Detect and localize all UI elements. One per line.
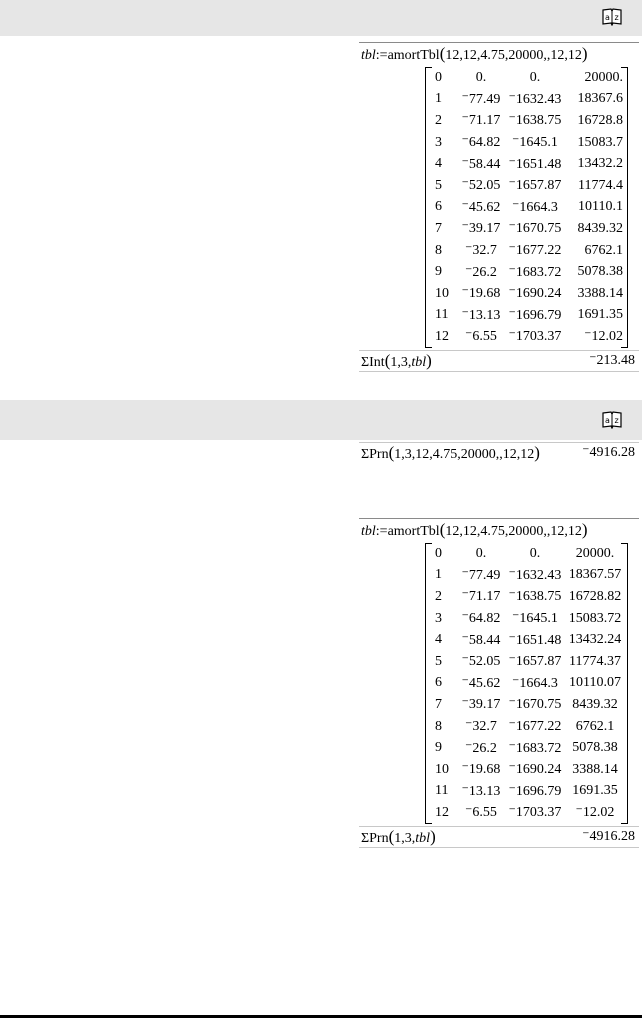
amortization-matrix (425, 543, 628, 824)
matrix-cell: 11 (435, 783, 449, 799)
matrix-row (433, 305, 625, 327)
matrix-cell: 10110.07 (569, 675, 621, 691)
matrix-row (433, 283, 625, 305)
calculator-entry-1 (359, 42, 639, 372)
matrix-cell: 3 (435, 134, 442, 150)
matrix-row (433, 673, 625, 695)
matrix-cell: ⁻39.17 (461, 221, 501, 237)
matrix-cell: ⁻1677.22 (508, 719, 562, 735)
matrix-cell: 5 (435, 177, 442, 193)
amorttbl-command: tbl:=amortTbl(12,12,4.75,20000,,12,12) (361, 520, 588, 539)
matrix-cell: 12 (435, 328, 449, 344)
matrix-cell: ⁻26.2 (465, 740, 497, 756)
matrix-cell: ⁻1651.48 (508, 156, 562, 172)
matrix-row (433, 629, 625, 651)
matrix-cell: 10 (435, 761, 449, 777)
sum-principal-line (359, 827, 639, 847)
matrix-cell: 8439.32 (577, 220, 623, 236)
matrix-row (433, 651, 625, 673)
sum-result: ⁻213.48 (589, 352, 635, 368)
matrix-row (433, 240, 625, 262)
sum-expression: ΣPrn(1,3,12,4.75,20000,,12,12) (361, 443, 540, 462)
matrix-cell: 1691.35 (577, 307, 623, 323)
matrix-cell: ⁻45.62 (461, 199, 501, 215)
matrix-row (433, 261, 625, 283)
matrix-cell: ⁻52.05 (461, 178, 501, 194)
matrix-cell: ⁻64.82 (461, 611, 501, 627)
matrix-cell: 20000. (575, 545, 615, 561)
matrix-row (433, 197, 625, 219)
matrix-cell: ⁻1651.48 (508, 632, 562, 648)
matrix-cell: 8 (435, 242, 442, 258)
matrix-cell: 10110.1 (578, 199, 623, 215)
matrix-cell: 0. (475, 69, 487, 85)
matrix-cell: ⁻1664.3 (512, 199, 558, 215)
matrix-cell: 18367.57 (568, 567, 622, 583)
matrix-left-bracket (425, 67, 432, 348)
matrix-cell: 1 (435, 91, 442, 107)
matrix-cell: ⁻71.17 (461, 113, 501, 129)
matrix-cell: 7 (435, 696, 442, 712)
matrix-cell: 6762.1 (584, 242, 623, 258)
matrix-cell: ⁻64.82 (461, 135, 501, 151)
matrix-row (433, 67, 625, 89)
var-name: tbl (361, 524, 376, 539)
matrix-cell: ⁻1690.24 (508, 762, 562, 778)
matrix-cell: 0. (529, 69, 541, 85)
matrix-row (433, 218, 625, 240)
matrix-row (433, 586, 625, 608)
matrix-cell: 15083.7 (577, 134, 623, 150)
matrix-right-bracket (621, 543, 628, 824)
matrix-cell: ⁻1677.22 (508, 243, 562, 259)
matrix-cell: 3 (435, 610, 442, 626)
matrix-cell: ⁻45.62 (461, 675, 501, 691)
matrix-cell: ⁻12.02 (575, 805, 615, 821)
matrix-row (433, 694, 625, 716)
matrix-cell: 8 (435, 718, 442, 734)
matrix-cell: ⁻13.13 (461, 783, 501, 799)
section-header-band (0, 400, 642, 440)
matrix-cell: ⁻1670.75 (508, 697, 562, 713)
matrix-cell: ⁻32.7 (465, 243, 497, 259)
assign-op: := (375, 524, 388, 539)
calculator-entry-3 (359, 518, 639, 848)
function-args: 12,12,4.75,20000,,12,12 (445, 48, 582, 63)
svg-text:a: a (605, 13, 610, 22)
matrix-row (433, 326, 625, 348)
matrix-cell: ⁻1638.75 (508, 589, 562, 605)
matrix-cell: 4 (435, 632, 442, 648)
matrix-cell: 13432.24 (568, 632, 622, 648)
matrix-cell: 0 (435, 69, 442, 85)
svg-text:z: z (614, 13, 619, 22)
svg-text:z: z (614, 416, 619, 425)
sum-expression: ΣPrn(1,3,tbl) (361, 826, 436, 846)
matrix-cell: ⁻12.02 (584, 329, 623, 345)
matrix-cell: ⁻1696.79 (508, 307, 562, 323)
sum-result: ⁻4916.28 (582, 445, 635, 460)
page-bottom-rule (0, 1015, 642, 1018)
matrix-right-bracket (621, 67, 628, 348)
matrix-cell: ⁻1657.87 (508, 178, 562, 194)
matrix-cell: 1691.35 (572, 783, 618, 799)
matrix-cell: 13432.2 (577, 156, 623, 172)
matrix-cell: ⁻1632.43 (508, 91, 562, 107)
matrix-cell: 20000. (584, 69, 623, 85)
matrix-row (433, 132, 625, 154)
matrix-cell: 10 (435, 285, 449, 301)
matrix-cell: ⁻71.17 (461, 589, 501, 605)
matrix-row (433, 543, 625, 565)
section-header-band (0, 0, 642, 36)
matrix-cell: 11 (435, 307, 449, 323)
matrix-cell: 5078.38 (577, 264, 623, 280)
matrix-cell: ⁻1632.43 (508, 567, 562, 583)
matrix-row (433, 89, 625, 111)
matrix-table (433, 543, 625, 824)
var-name: tbl (361, 48, 376, 63)
matrix-cell: ⁻1664.3 (512, 675, 558, 691)
matrix-cell: ⁻77.49 (461, 91, 501, 107)
matrix-cell: 5078.38 (572, 740, 618, 756)
matrix-cell: 9 (435, 740, 442, 756)
matrix-cell: ⁻1690.24 (508, 286, 562, 302)
matrix-cell: 0. (529, 545, 541, 561)
amortization-matrix (425, 67, 628, 348)
matrix-cell: ⁻1683.72 (508, 740, 562, 756)
matrix-row (433, 781, 625, 803)
matrix-cell: ⁻1670.75 (508, 221, 562, 237)
calculator-entry-2 (359, 442, 639, 463)
function-args: 12,12,4.75,20000,,12,12 (445, 524, 582, 539)
matrix-cell: 2 (435, 588, 442, 604)
matrix-cell: 1 (435, 567, 442, 583)
matrix-cell: ⁻1683.72 (508, 264, 562, 280)
matrix-cell: ⁻1703.37 (508, 329, 562, 345)
matrix-row (433, 153, 625, 175)
matrix-cell: ⁻1645.1 (512, 611, 558, 627)
matrix-cell: ⁻1645.1 (512, 135, 558, 151)
matrix-cell: ⁻1696.79 (508, 783, 562, 799)
sum-interest-line (359, 351, 639, 371)
matrix-cell: ⁻19.68 (461, 762, 501, 778)
sum-result: ⁻4916.28 (582, 828, 635, 844)
matrix-cell: ⁻1703.37 (508, 805, 562, 821)
matrix-cell: ⁻58.44 (461, 156, 501, 172)
matrix-cell: 12 (435, 804, 449, 820)
matrix-cell: ⁻52.05 (461, 654, 501, 670)
svg-text:a: a (605, 416, 610, 425)
matrix-row (433, 802, 625, 824)
sum-principal-line (359, 443, 639, 463)
matrix-cell: 7 (435, 220, 442, 236)
matrix-cell: ⁻32.7 (465, 719, 497, 735)
assign-op: := (375, 48, 388, 63)
matrix-cell: ⁻58.44 (461, 632, 501, 648)
matrix-row (433, 110, 625, 132)
matrix-cell: 0. (475, 545, 487, 561)
matrix-cell: 3388.14 (577, 285, 623, 301)
matrix-row (433, 737, 625, 759)
matrix-row (433, 175, 625, 197)
matrix-cell: 11774.4 (578, 177, 623, 193)
matrix-row (433, 565, 625, 587)
matrix-cell: 18367.6 (577, 91, 623, 107)
function-name: amortTbl (387, 524, 440, 539)
matrix-cell: 4 (435, 156, 442, 172)
matrix-row (433, 608, 625, 630)
catalog-book-icon (602, 411, 622, 429)
amorttbl-command: tbl:=amortTbl(12,12,4.75,20000,,12,12) (361, 44, 588, 63)
sum-expression: ΣInt(1,3,tbl) (361, 350, 432, 370)
catalog-book-icon (602, 8, 622, 26)
matrix-cell: 3388.14 (572, 761, 618, 777)
matrix-cell: ⁻77.49 (461, 567, 501, 583)
matrix-cell: 15083.72 (568, 610, 622, 626)
matrix-table (433, 67, 625, 348)
matrix-cell: 16728.82 (568, 588, 622, 604)
matrix-cell: ⁻39.17 (461, 697, 501, 713)
matrix-cell: 2 (435, 112, 442, 128)
matrix-cell: 9 (435, 264, 442, 280)
matrix-cell: ⁻1657.87 (508, 654, 562, 670)
matrix-cell: 5 (435, 653, 442, 669)
matrix-cell: 11774.37 (569, 653, 621, 669)
matrix-cell: ⁻6.55 (465, 329, 497, 345)
matrix-cell: ⁻19.68 (461, 286, 501, 302)
function-name: amortTbl (387, 48, 440, 63)
matrix-cell: ⁻6.55 (465, 805, 497, 821)
matrix-row (433, 759, 625, 781)
matrix-row (433, 716, 625, 738)
matrix-cell: 6762.1 (575, 718, 615, 734)
matrix-cell: ⁻26.2 (465, 264, 497, 280)
matrix-cell: ⁻13.13 (461, 307, 501, 323)
matrix-cell: 6 (435, 675, 442, 691)
matrix-cell: 8439.32 (572, 696, 618, 712)
matrix-left-bracket (425, 543, 432, 824)
matrix-cell: 16728.8 (577, 112, 623, 128)
matrix-cell: 0 (435, 545, 442, 561)
matrix-cell: 6 (435, 199, 442, 215)
matrix-cell: ⁻1638.75 (508, 113, 562, 129)
